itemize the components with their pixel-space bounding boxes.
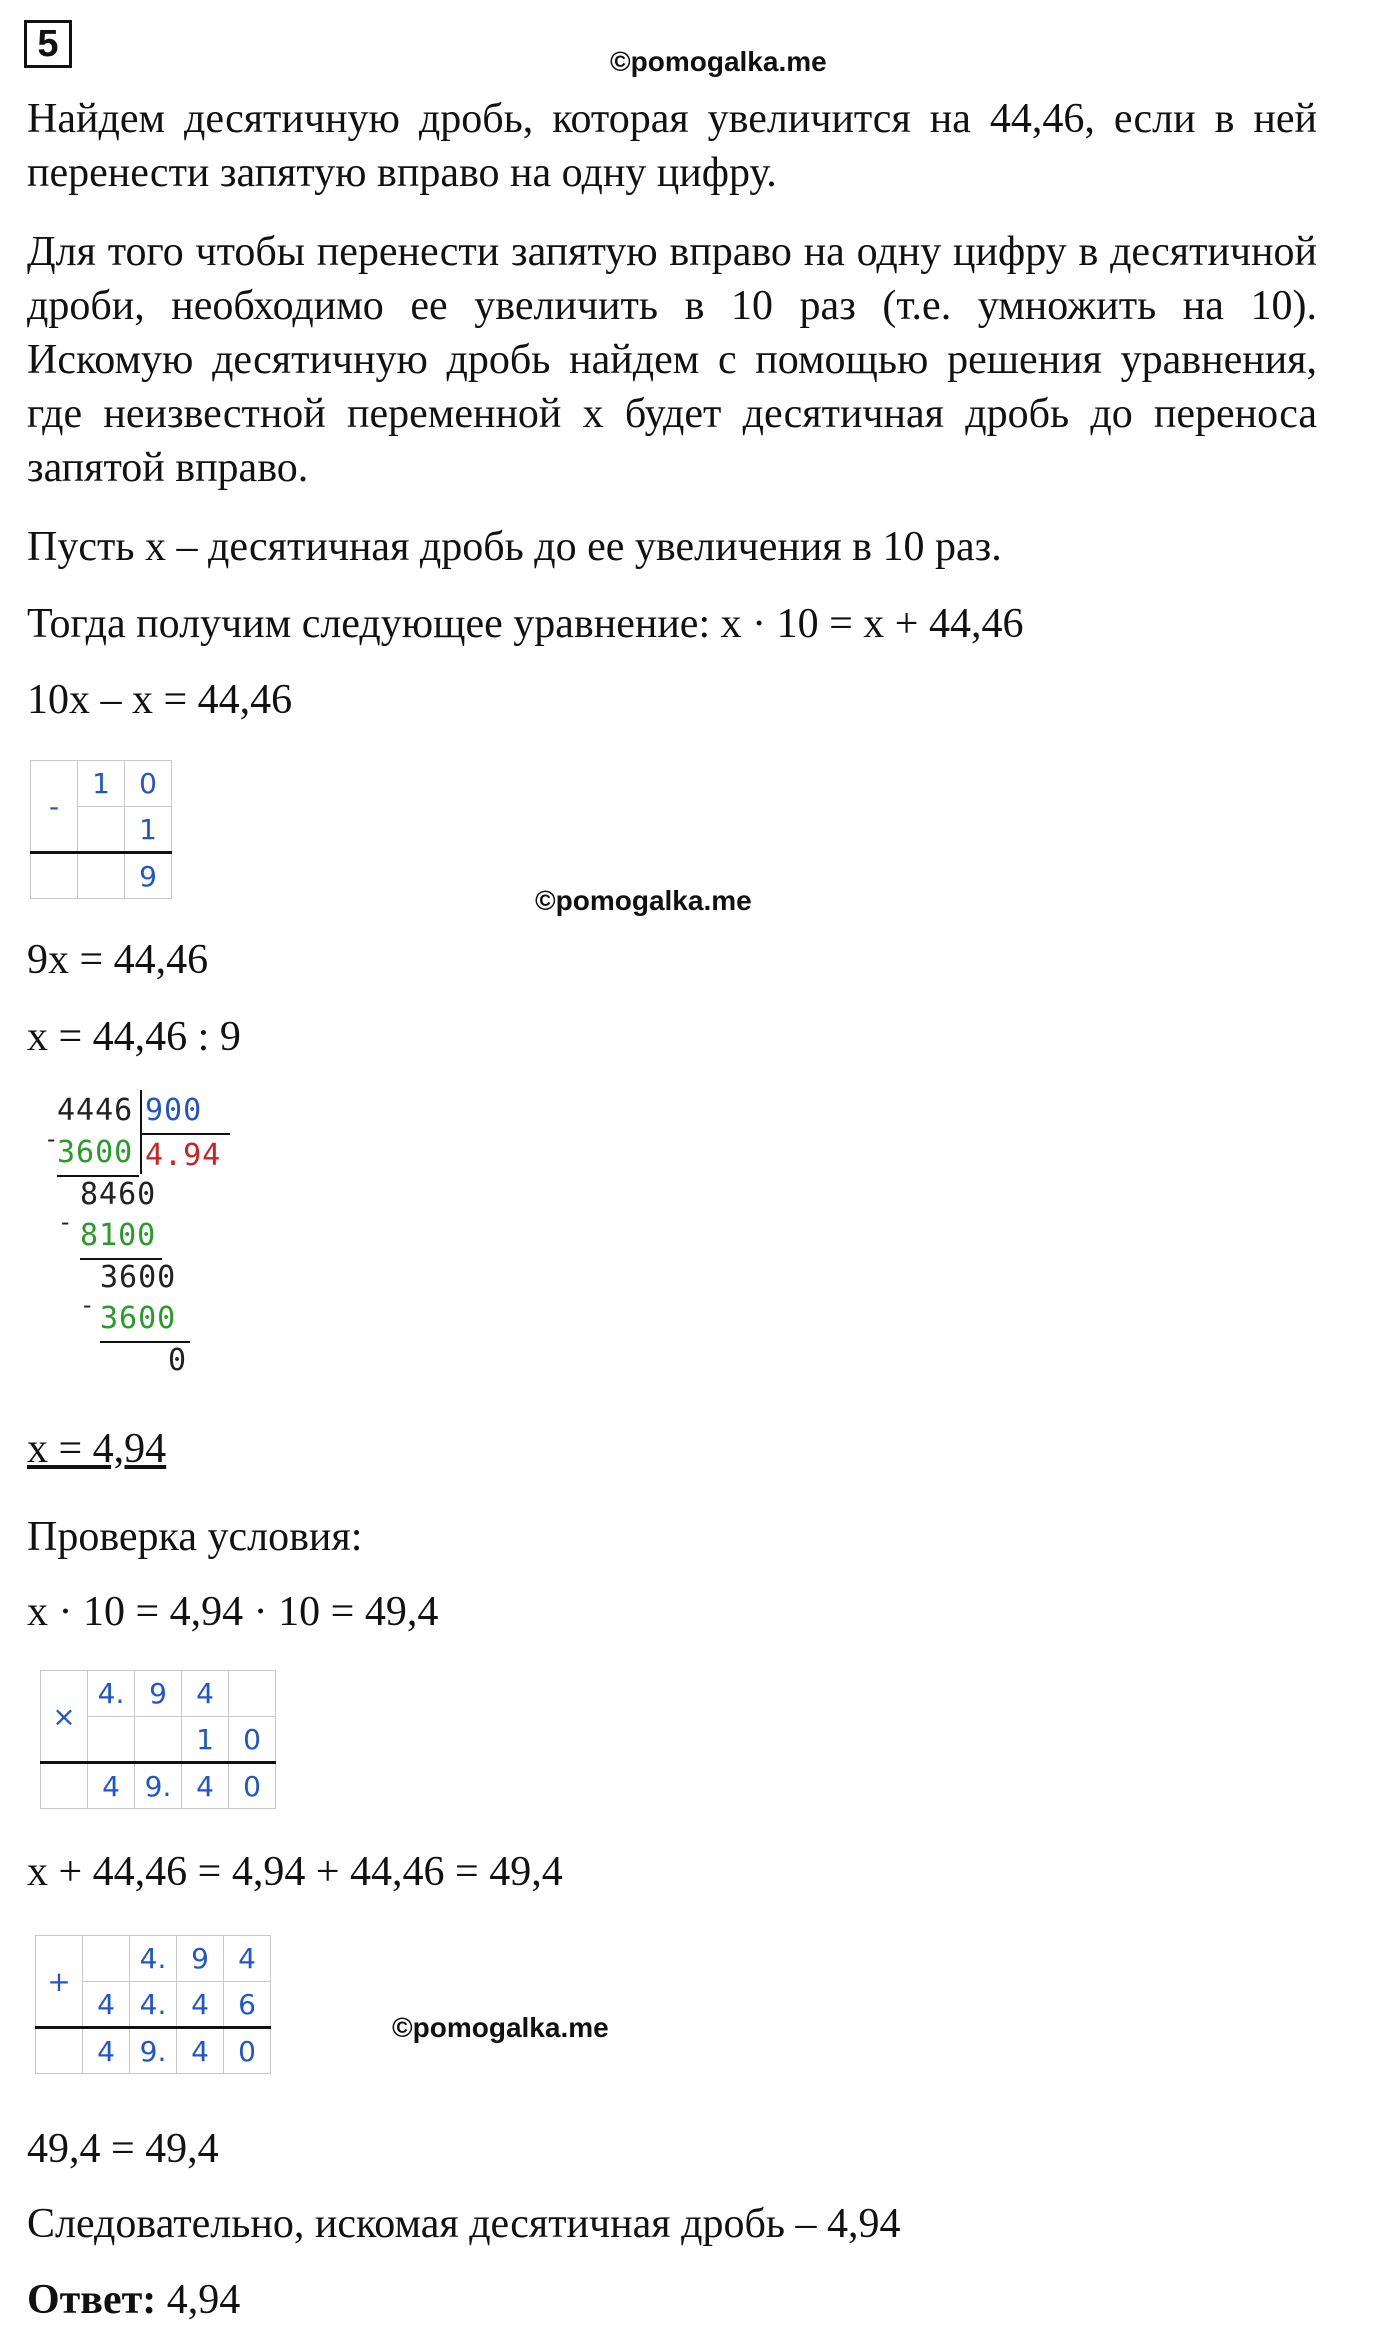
grid-cell	[88, 1717, 135, 1763]
minus-sign: -	[31, 761, 78, 853]
conclusion-line: Следовательно, искомая десятичная дробь – 4,94	[27, 2201, 901, 2247]
grid-cell: 4.	[88, 1671, 135, 1717]
grid-cell: 1	[125, 807, 172, 853]
grid-cell: 4	[224, 1936, 271, 1982]
check-1: х · 10 = 4,94 · 10 = 49,4	[27, 1589, 439, 1635]
equality-line: 49,4 = 49,4	[27, 2126, 219, 2172]
task-number: 5	[24, 20, 72, 68]
subtrahend-1: 3600	[57, 1135, 134, 1170]
grid-cell	[78, 807, 125, 853]
grid-cell: 0	[125, 761, 172, 807]
final-remainder: 0	[168, 1343, 188, 1378]
division-bar-horizontal	[140, 1133, 230, 1135]
answer-line	[27, 2273, 240, 2327]
dividend: 4446	[57, 1093, 134, 1128]
grid-cell	[31, 853, 78, 899]
explanation-paragraph: Для того чтобы перенести запятую вправо на одну цифру в десятичной дроби, необходимо ее увеличить в 10 раз (т.е. умножить на 10). Искомую десятичную дробь найдем с помощью решения уравнения, где неизвестной переменной х будет десятичная дробь до переноса запятой вправо.	[27, 229, 1317, 491]
divisor: 900	[145, 1093, 203, 1128]
grid-cell: 4.	[130, 1936, 177, 1982]
grid-cell: 9	[177, 1936, 224, 1982]
let-line: Пусть х – десятичная дробь до ее увеличения в 10 раз.	[27, 524, 1002, 570]
grid-cell: 6	[224, 1982, 271, 2028]
grid-cell	[78, 853, 125, 899]
answer-label: Ответ:	[27, 2277, 157, 2323]
grid-cell	[41, 1763, 88, 1809]
step-1: 10х – х = 44,46	[27, 677, 293, 723]
check-title: Проверка условия:	[27, 1514, 363, 1560]
step-2: 9х = 44,46	[27, 937, 209, 983]
check-2: х + 44,46 = 4,94 + 44,46 = 49,4	[27, 1849, 563, 1895]
grid-cell	[229, 1671, 276, 1717]
grid-cell: 4	[182, 1763, 229, 1809]
grid-cell: 4	[88, 1763, 135, 1809]
grid-cell: 1	[78, 761, 125, 807]
grid-cell: 9	[135, 1671, 182, 1717]
grid-cell: 4	[182, 1671, 229, 1717]
multiplication-grid	[40, 1670, 276, 1809]
intro-paragraph: Найдем десятичную дробь, которая увеличится на 44,46, если в ней перенести запятую вправо на одну цифру.	[27, 96, 1317, 196]
grid-cell: 0	[229, 1763, 276, 1809]
subtrahend-3: 3600	[100, 1301, 177, 1336]
answer-x: х = 4,94	[27, 1426, 167, 1472]
remainder-1: 8460	[80, 1177, 157, 1212]
minus-sign: -	[80, 1291, 96, 1319]
grid-cell: 1	[182, 1717, 229, 1763]
grid-cell: 9	[125, 853, 172, 899]
grid-cell: 4	[83, 2028, 130, 2074]
grid-cell: 4	[177, 1982, 224, 2028]
grid-cell: 0	[229, 1717, 276, 1763]
addition-grid	[35, 1935, 271, 2074]
minus-sign: -	[58, 1208, 74, 1236]
answer-value: 4,94	[156, 2277, 241, 2323]
grid-cell	[135, 1717, 182, 1763]
remainder-2: 3600	[100, 1260, 177, 1295]
subtrahend-2: 8100	[80, 1218, 157, 1253]
grid-cell: 4	[177, 2028, 224, 2074]
grid-cell: 4	[83, 1982, 130, 2028]
grid-cell	[36, 2028, 83, 2074]
grid-cell	[83, 1936, 130, 1982]
watermark-middle: ©pomogalka.me	[535, 885, 752, 916]
subtraction-grid	[30, 760, 172, 899]
equation-line: Тогда получим следующее уравнение: х · 10 = х + 44,46	[27, 601, 1024, 647]
grid-cell: 9.	[130, 2028, 177, 2074]
grid-cell: 4.	[130, 1982, 177, 2028]
minus-sign: -	[44, 1125, 60, 1153]
plus-sign: +	[36, 1936, 83, 2028]
grid-cell: 0	[224, 2028, 271, 2074]
watermark-bottom: ©pomogalka.me	[392, 2012, 609, 2043]
grid-cell: 9.	[135, 1763, 182, 1809]
quotient: 4.94	[145, 1138, 222, 1173]
times-sign: ×	[41, 1671, 88, 1763]
watermark-top: ©pomogalka.me	[610, 46, 827, 77]
step-3: х = 44,46 : 9	[27, 1014, 241, 1060]
division-bar-vertical	[140, 1090, 142, 1174]
